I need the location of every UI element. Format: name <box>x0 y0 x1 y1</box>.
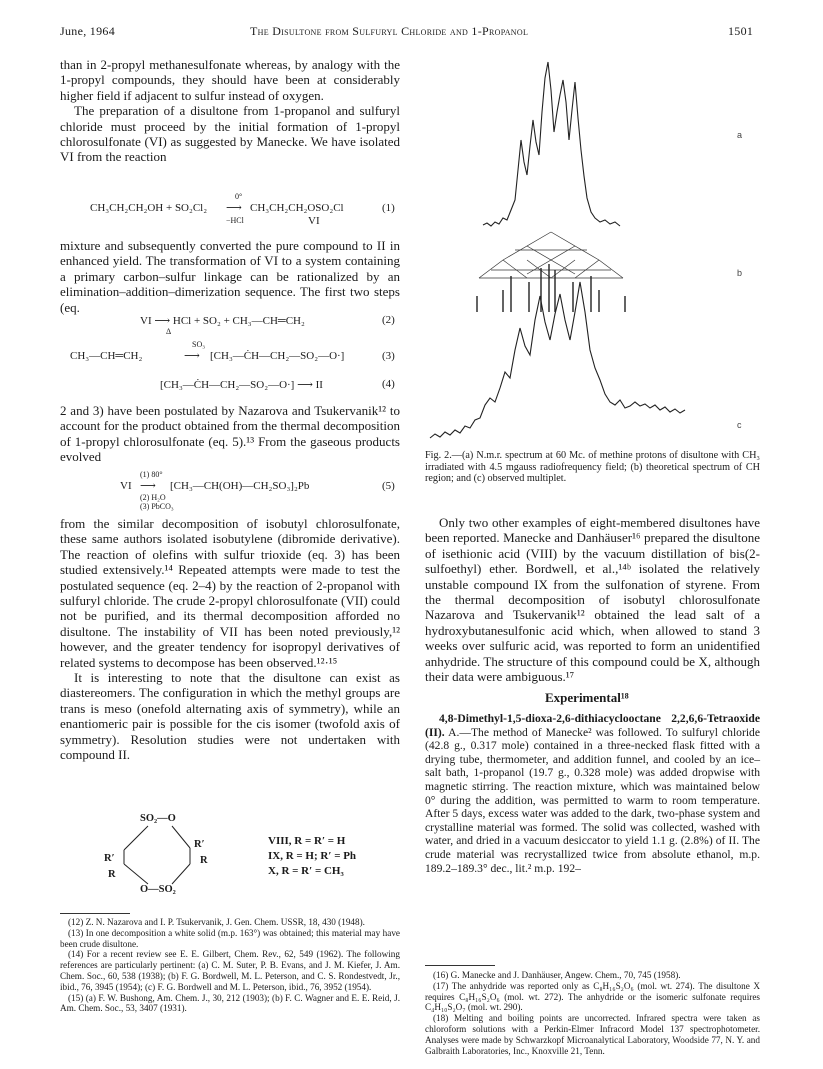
structure-top-label: SO₂—O <box>140 813 176 824</box>
left-column-bottom <box>60 516 400 763</box>
figure-label-b: b <box>737 268 743 278</box>
equation-5: (1) 80° VI ⟶ (2) H₂O (3) PbCO₃ [CH₃—CH(OH)—CH₂SO₃]₂Pb (5) <box>120 470 395 511</box>
paragraph: The preparation of a disultone from 1-propanol and sulfuryl chloride must proceed by the initial formation of 1-propyl chlorosulfonate (VI) as suggested by Manecke. We have isolated VI from the reaction <box>60 103 400 165</box>
paragraph: 2 and 3) have been postulated by Nazarova and Tsukervanik¹² to account for the product obtained from the thermal decomposition of 1-propyl chlorosulfonate (eq. 5).¹³ From the gaseous products evolved <box>60 403 400 465</box>
experimental-body <box>425 712 760 875</box>
structure-r-prime-2: R′ <box>104 853 115 864</box>
structure-r-2: R <box>108 869 116 880</box>
footnote-rule-left <box>60 913 130 914</box>
experimental-text: A.—The method of Manecke² was followed. To sulfuryl chloride (42.8 g., 0.317 mole) contained in a three-necked flask fitted with a drying tube, thermometer, and addition funnel, and cooled by an ice–salt bath, 1-propanol (19.7 g., 0.328 mole) was added dropwise with magnetic stirring. The reaction mixture, which was maintained below 0° during the addition, was permitted to warm to room temperature. After 5 days, excess water was added to the dark, two-phase system and crystalline material was formed. The solid was collected, washed with water, and dried in a vacuum desiccator to yield 1.1 g. (2.8%) of II. The crude material was recrystallized twice from absolute ethanol, m.p. 189.2–189.3° dec., lit.² m.p. 192– <box>425 725 760 875</box>
paragraph: from the similar decomposition of isobutyl chlorosulfonate, these same authors isolated isobutylene (dibromide derivative). The reaction of olefins with sulfur trioxide (eq. 3) has been studied extensively.¹⁴ Repeated attempts were made to test the postulated sequence (eq. 2–4) by the reaction of 2-propanol with sulfuryl chloride. The crude 2-propyl chlorosulfonate (VII) could not be purified, and its thermal decomposition afforded no disultone. The instability of VII has been noted previously,¹² however, and the greater tendency for isopropyl derivatives of related systems to decompose has been observed.¹²·¹⁵ <box>60 516 400 670</box>
footnote: (12) Z. N. Nazarova and I. P. Tsukervanik, J. Gen. Chem. USSR, 18, 430 (1948). <box>68 917 365 927</box>
structure-r-prime-1: R′ <box>194 839 205 850</box>
compound-heading: 4,8-Dimethyl-1,5-dioxa-2,6-dithiacyclooctane 2,2,6,6-Tetraoxide (II). <box>425 712 760 739</box>
figure-caption: Fig. 2.—(a) N.m.r. spectrum at 60 Mc. of methine protons of disultone with CH₃ irradiated with 4.5 mgauss radiofrequency field; (b) theoretical spectrum of CH region; and (c) observed multiplet. <box>425 450 760 485</box>
structure-r-1: R <box>200 855 208 866</box>
running-header-date: June, 1964 <box>60 24 115 38</box>
equation-3: CH₃—CH═CH₂ SO₃ ⟶ [CH₃—ĊH—CH₂—SO₂—O·] (3) <box>70 340 395 362</box>
footnote: (15) (a) F. W. Bushong, Am. Chem. J., 30, 212 (1903); (b) F. C. Wagner and E. E. Reid, J. Am. Chem. Soc., 53, 3407 (1931). <box>60 992 400 1014</box>
footnote: (17) The anhydride was reported only as C₈H₁₆S₂O₆ (mol. wt. 274). The disultone X requires C₈H₁₆S₂O₆ (mol. wt. 272). The anhydride or the isomeric sulfonate requires C₄H₁₀S₂O₇ (mol. wt. 290). <box>425 980 760 1013</box>
footnote: (18) Melting and boiling points are uncorrected. Infrared spectra were taken as chloroform solutions with a Perkin-Elmer Infracord Model 137 spectrophotometer. Analyses were made by Schwarzkopf Microanalytical Laboratory, Woodside 77, N. Y. and Galbraith Laboratories, Inc., Knoxville 21, Tenn. <box>425 1013 760 1056</box>
structure-bottom-label: O—SO₂ <box>140 884 176 895</box>
footnote: (14) For a recent review see E. E. Gilbert, Chem. Rev., 62, 549 (1962). The following references are particularly pertinent: (a) C. M. Suter, P. B. Evans, and J. M. Kiefer, J. Am. Chem. Soc., 60, 538 (1938); (b) F. G. Bordwell, M. L. Peterson, and C. S. Rondestvedt, Jr., ibid., 76, 3945 (1954); (c) F. G. Bordwell and M. L. Peterson, ibid., 76, 3952 (1954). <box>60 949 400 992</box>
figure-label-a: a <box>737 130 743 140</box>
compound-list: VIII, R = R′ = H IX, R = H; R′ = Ph X, R = R′ = CH₃ <box>268 835 357 877</box>
equation-2: VI ⟶ HCl + SO₂ + CH₃—CH═CH₂ Δ (2) <box>140 314 395 336</box>
left-column-p3 <box>60 238 400 315</box>
footnote: (16) G. Manecke and J. Danhäuser, Angew. Chem., 70, 745 (1958). <box>433 970 681 980</box>
nmr-spectrum-figure <box>425 50 760 445</box>
footnotes-left <box>60 917 400 1014</box>
running-header-title: The Disultone from Sulfuryl Chloride and 1-Propanol <box>250 24 529 38</box>
footnote-rule-right <box>425 965 495 966</box>
paragraph: Only two other examples of eight-membered disultones have been reported. Manecke and Danhäuser¹⁶ prepared the disultone of isethionic acid (VIII) by the vacuum distillation of bis(2-sulfoethyl) ether. Bordwell, et al.,¹⁴ᵇ isolated the relatively unstable compound IX from the sulfonation of styrene. From the thermal decomposition of isobutyl chlorosulfonate Nazarova and Tsukervanik¹² obtained the lead salt of a hydroxybutanesulfonic acid which, when allowed to stand 3 weeks over sulfuric acid, was reported to form an unidentified anhydride. The structure of this compound could be X, although their data were ambiguous.¹⁷ <box>425 515 760 685</box>
equation-1: CH₃CH₂CH₂OH + SO₂Cl₂ 0° ⟶ −HCl CH₃CH₂CH₂OSO₂Cl VI (1) <box>90 192 395 227</box>
paragraph: than in 2-propyl methanesulfonate whereas, by analogy with the 1-propyl compounds, they should have been at considerably higher field if adjacent to sulfur instead of oxygen. <box>60 57 400 103</box>
left-column-top <box>60 57 400 165</box>
paragraph: mixture and subsequently converted the pure compound to II in enhanced yield. The transformation of VI to a system containing a primary carbon–sulfur linkage can be rationalized by an elimination–addition–dimerization sequence. The first two steps (eq. <box>60 238 400 315</box>
footnote: (13) In one decomposition a white solid (m.p. 163°) was obtained; this material may have been crude disultone. <box>60 927 400 949</box>
page-number: 1501 <box>728 24 754 38</box>
spectrum-a <box>483 62 620 226</box>
right-column-top <box>425 515 760 684</box>
spectrum-c <box>430 282 685 438</box>
figure-label-c: c <box>737 420 742 430</box>
left-column-p4 <box>60 403 400 465</box>
equation-4: [CH₃—ĊH—CH₂—SO₂—O·] ⟶ II (4) <box>160 378 395 391</box>
section-heading-experimental: Experimental¹⁸ <box>545 690 629 705</box>
paragraph: It is interesting to note that the disultone can exist as diastereomers. The configuration in which the methyl groups are trans is meso (onefold alternating axis of symmetry), while an enantiomeric pair is possible for the cis isomer (twofold axis of symmetry). Resolution studies were not undertaken with compound II. <box>60 670 400 763</box>
footnotes-right <box>425 970 760 1056</box>
